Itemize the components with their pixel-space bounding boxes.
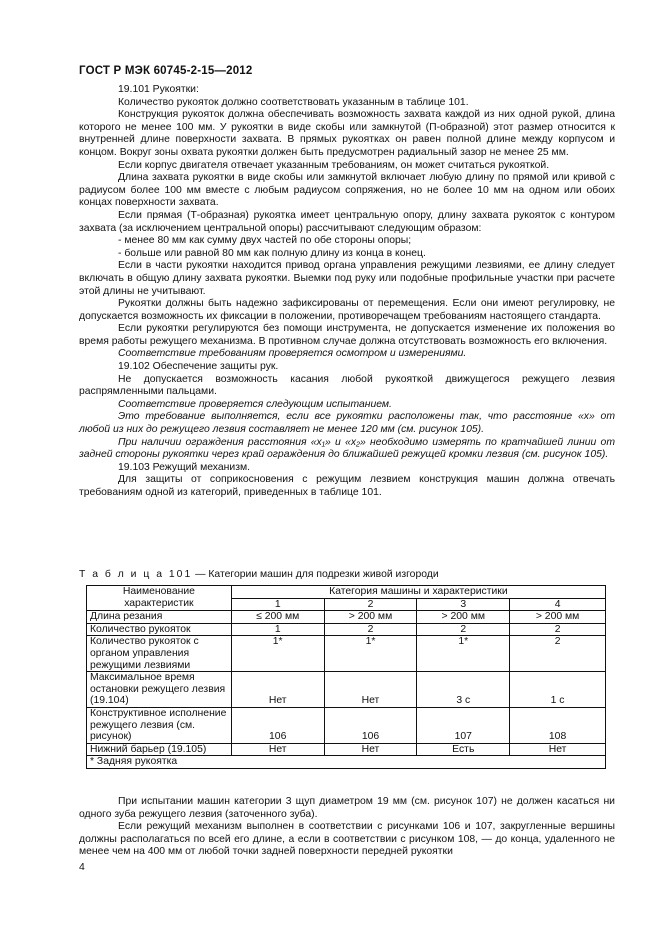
table-cell: 108: [510, 707, 606, 743]
section-title: 19.103 Режущий механизм.: [118, 461, 250, 473]
table-row: [87, 743, 606, 756]
table-row: [87, 672, 606, 708]
row-label: Количество рукояток с органом управления режущими лезвиями: [87, 636, 232, 672]
table-cell: 2: [417, 623, 510, 636]
paragraph: Для защиты от соприкосновения с режущим лезвием конструкция машин должна отвечать требованиям одной из категорий, приведенных в таблице 101.: [79, 474, 615, 498]
compliance-note: Соответствие проверяется следующим испытанием.: [118, 398, 392, 410]
table-cell: Нет: [231, 672, 324, 708]
header-group-cell: Категория машины и характеристики: [231, 586, 605, 599]
paragraph: Если режущий механизм выполнен в соответствии с рисунками 106 и 107, закругленные вершины должны располагаться по всей его длине, а если в соответствии с рисунком 108, — до конца, удаленного не менее чем на 400 мм от любой точки задней поверхности передней рукоятки: [79, 821, 615, 858]
paragraph: Не допускается возможность касания любой рукояткой движущегося режущего лезвия распрямленными пальцами.: [79, 373, 615, 398]
table-cell: ≤ 200 мм: [231, 611, 324, 624]
table-footnote-row: [87, 756, 606, 769]
paragraph: Количество рукояток должно соответствовать указанным в таблице 101.: [118, 96, 469, 108]
table-footnote: * Задняя рукоятка: [87, 756, 606, 769]
table-cell: Нет: [324, 743, 417, 756]
row-label: Длина резания: [87, 611, 232, 624]
paragraph: Если рукоятки регулируются без помощи инструмента, не допускается изменение их положения во время работы режущего механизма. В противном случае должна отсутствовать возможность его включения.: [79, 323, 615, 347]
table-cell: 2: [510, 623, 606, 636]
row-label: Количество рукояток: [87, 623, 232, 636]
table-cell: 1*: [417, 636, 510, 672]
paragraph: Если прямая (Т-образная) рукоятка имеет центральную опору, длину захвата рукояток с контуром захвата (за исключением центральной опоры) рассчитывают следующим образом:: [79, 209, 615, 234]
table-cell: 1 с: [510, 672, 606, 708]
header-name-cell: Наименование характеристик: [87, 586, 232, 611]
table-cell: 107: [417, 707, 510, 743]
category-cell: 2: [324, 598, 417, 611]
paragraph: Длина захвата рукоятки в виде скобы или замкнутой включает любую длину по прямой или кривой с радиусом более 100 мм вместе с любым радиусом сопряжения, но не более 10 мм на одном или обоих концах поверхности захвата.: [79, 172, 615, 209]
page-number: 4: [79, 862, 85, 873]
table-row: [87, 707, 606, 743]
table-cell: > 200 мм: [510, 611, 606, 624]
table-cell: Нет: [231, 743, 324, 756]
table-row: [87, 611, 606, 624]
category-table: [86, 585, 606, 769]
category-cell: 1: [231, 598, 324, 611]
paragraph: При испытании машин категории 3 щуп диаметром 19 мм (см. рисунок 107) не должен касаться ни одного зуба режущего лезвия (заточенного зуба).: [79, 796, 615, 820]
table-caption: [79, 569, 439, 580]
category-cell: 3: [417, 598, 510, 611]
table-cell: 3 с: [417, 672, 510, 708]
table-cell: 1: [231, 623, 324, 636]
row-label: Конструктивное исполнение режущего лезвия (см. рисунок): [87, 707, 232, 743]
table-cell: > 200 мм: [324, 611, 417, 624]
paragraph: Если корпус двигателя отвечает указанным требованиям, он может считаться рукояткой.: [118, 159, 550, 171]
table-cell: 106: [231, 707, 324, 743]
compliance-note: Соответствие требованиям проверяется осмотром и измерениями.: [118, 348, 467, 360]
test-paragraph: При наличии ограждения расстояния «x₁» и «x₂» необходимо измерять по кратчайшей линии от задней стороны рукоятки через край ограждения до ближайшей режущей кромки лезвия (см. рисунок 105).: [79, 436, 615, 461]
table-cell: Есть: [417, 743, 510, 756]
table-cell: 2: [510, 636, 606, 672]
section-title: 19.101 Рукоятки:: [118, 84, 199, 95]
test-paragraph: Это требование выполняется, если все рукоятки расположены так, что расстояние «x» от любой из них до режущего лезвия составляет не менее 120 мм (см. рисунок 105).: [79, 411, 615, 436]
table-row: [87, 636, 606, 672]
body-text-continued: [79, 796, 615, 859]
table-cell: > 200 мм: [417, 611, 510, 624]
table-cell: 1*: [231, 636, 324, 672]
section-title: 19.102 Обеспечение защиты рук.: [118, 361, 279, 373]
body-text: [79, 84, 615, 500]
table-caption-prefix: Т а б л и ц а 101: [79, 569, 193, 580]
table-caption-text: — Категории машин для подрезки живой изгороди: [192, 569, 439, 580]
list-item: - менее 80 мм как сумму двух частей по обе стороны опоры;: [118, 235, 412, 247]
paragraph: Рукоятки должны быть надежно зафиксированы от перемещения. Если они имеют регулировку, не допускается возможность их фиксации в положении, противоречащем требованиям настоящего стандарта.: [79, 298, 615, 322]
table-cell: 1*: [324, 636, 417, 672]
table-cell: 2: [324, 623, 417, 636]
table-row: [87, 623, 606, 636]
table-header-row: [87, 586, 606, 599]
row-label: Максимальное время остановки режущего лезвия (19.104): [87, 672, 232, 708]
paragraph: Конструкция рукояток должна обеспечивать возможность захвата каждой из них одной рукой, длина которого не менее 100 мм. У рукоятки в виде скобы или замкнутой (П-образной) этот размер относится к внутренней длине поверхности захвата. В прямых рукоятках он равен полной длине между корпусом и концом. Вокруг зоны охвата рукоятки должен быть предусмотрен радиальный зазор не менее 25 мм.: [79, 109, 615, 158]
table-cell: Нет: [324, 672, 417, 708]
category-cell: 4: [510, 598, 606, 611]
list-item: - больше или равной 80 мм как полную длину из конца в конец.: [118, 247, 426, 259]
table-cell: Нет: [510, 743, 606, 756]
table-cell: 106: [324, 707, 417, 743]
paragraph: Если в части рукоятки находится привод органа управления режущими лезвиями, ее длину следует включать в общую длину захвата рукоятки. Выемки под руку или подобные профильные участки при расчете этой длины не учитывают.: [79, 260, 615, 297]
standard-header: ГОСТ Р МЭК 60745-2-15—2012: [79, 65, 253, 77]
row-label: Нижний барьер (19.105): [87, 743, 232, 756]
